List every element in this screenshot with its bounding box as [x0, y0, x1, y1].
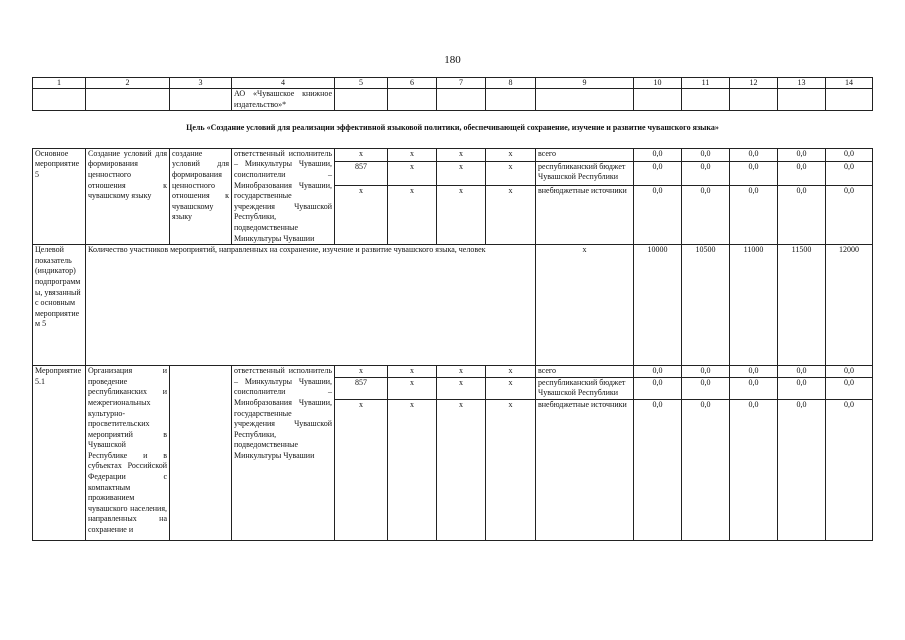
- table-cell: x: [437, 148, 486, 161]
- event-description: Создание условий для формирования ценностного отношения к чувашскому языку: [86, 148, 170, 244]
- funding-source: республиканский бюджет Чувашской Республики: [536, 377, 634, 399]
- table-cell: 0,0: [634, 148, 682, 161]
- page-number: 180: [444, 54, 461, 66]
- col-header: 1: [33, 78, 86, 89]
- table-cell: 10500: [682, 245, 730, 366]
- table-cell: 0,0: [778, 377, 826, 399]
- table-cell: x: [388, 366, 437, 378]
- table-cell: x: [388, 186, 437, 245]
- table-row: [33, 366, 873, 378]
- funding-source: всего: [536, 366, 634, 378]
- table-cell: 0,0: [682, 399, 730, 540]
- table-cell: 12000: [826, 245, 873, 366]
- funding-source: республиканский бюджет Чувашской Республики: [536, 161, 634, 186]
- table-cell: 0,0: [778, 186, 826, 245]
- table-cell: 0,0: [826, 186, 873, 245]
- table-cell: 0,0: [730, 186, 778, 245]
- event-executor: ответственный исполнитель – Минкультуры Чувашии, соисполнители – Минобразования Чувашии, государственные учреждения Чувашской Республики, подведомственные Минкультуры Чувашии: [232, 366, 335, 541]
- table-cell: x: [486, 161, 536, 186]
- col-header: 2: [86, 78, 170, 89]
- col-header: 10: [634, 78, 682, 89]
- col-header: 8: [486, 78, 536, 89]
- col-header: 6: [388, 78, 437, 89]
- table-cell: 0,0: [730, 148, 778, 161]
- table-cell: 857: [335, 377, 388, 399]
- goal-heading: Цель «Создание условий для реализации эффективной языковой политики, обеспечивающей сохранение, изучение и развитие чувашского языка»: [33, 111, 873, 149]
- col-header: 7: [437, 78, 486, 89]
- goal-row: [33, 111, 873, 149]
- table-cell: 0,0: [682, 377, 730, 399]
- table-cell: x: [335, 148, 388, 161]
- table-row: [33, 89, 873, 111]
- event-name: Основное мероприятие 5: [33, 148, 86, 244]
- event-description: Организация и проведение республиканских и межрегиональных культурно-просветительских мероприятий в Чувашской Республике и в субъектах Российской Федерации с компактным проживанием чувашского населения, направленных на сохранение и: [86, 366, 170, 541]
- table-row: [33, 148, 873, 161]
- col-header: 12: [730, 78, 778, 89]
- table-cell: 0,0: [730, 366, 778, 378]
- col-header: 3: [170, 78, 232, 89]
- table-cell: 0,0: [730, 377, 778, 399]
- table-cell: 0,0: [682, 186, 730, 245]
- table-cell: x: [486, 148, 536, 161]
- table-cell: x: [437, 366, 486, 378]
- table-cell: x: [486, 186, 536, 245]
- table-cell: 857: [335, 161, 388, 186]
- table-cell: x: [437, 399, 486, 540]
- table-cell: 10000: [634, 245, 682, 366]
- table-cell: x: [388, 161, 437, 186]
- table-cell: 0,0: [778, 399, 826, 540]
- table-cell: x: [335, 186, 388, 245]
- col-header: 11: [682, 78, 730, 89]
- col-header: 5: [335, 78, 388, 89]
- table-cell: x: [437, 377, 486, 399]
- col-header: 4: [232, 78, 335, 89]
- funding-source: внебюджетные источники: [536, 186, 634, 245]
- table-cell: 0,0: [778, 366, 826, 378]
- table-cell: x: [335, 366, 388, 378]
- event-task: создание условий для формирования ценностного отношения к чувашскому языку: [170, 148, 232, 244]
- table-cell: 0,0: [682, 366, 730, 378]
- table-cell: 0,0: [634, 366, 682, 378]
- col-header: 13: [778, 78, 826, 89]
- indicator-text: Количество участников мероприятий, направленных на сохранение, изучение и развитие чувашского языка, человек: [86, 245, 536, 366]
- table-cell: 11500: [778, 245, 826, 366]
- table-cell: x: [486, 377, 536, 399]
- col-header: 14: [826, 78, 873, 89]
- participant-cell: АО «Чувашское книжное издательство»*: [232, 89, 335, 111]
- table-cell: x: [486, 366, 536, 378]
- funding-source: внебюджетные источники: [536, 399, 634, 540]
- table-cell: 0,0: [826, 148, 873, 161]
- table-cell: 0,0: [682, 148, 730, 161]
- table-cell: x: [335, 399, 388, 540]
- table-cell: x: [388, 148, 437, 161]
- table-cell: x: [437, 186, 486, 245]
- column-number-row: [33, 78, 873, 89]
- table-cell: 0,0: [730, 161, 778, 186]
- table-cell: 0,0: [682, 161, 730, 186]
- table-cell: x: [388, 377, 437, 399]
- table-cell: x: [437, 161, 486, 186]
- table-cell: 0,0: [826, 399, 873, 540]
- table-cell: 0,0: [634, 377, 682, 399]
- funding-source: всего: [536, 148, 634, 161]
- indicator-row: [33, 245, 873, 366]
- table-cell: 0,0: [826, 377, 873, 399]
- table-cell: 0,0: [634, 161, 682, 186]
- col-header: 9: [536, 78, 634, 89]
- indicator-name: Целевой показатель (индикатор) подпрограммы, увязанный с основным мероприятием 5: [33, 245, 86, 366]
- table-cell: 0,0: [634, 399, 682, 540]
- table-cell: x: [388, 399, 437, 540]
- table-cell: x: [486, 399, 536, 540]
- table-cell: 0,0: [634, 186, 682, 245]
- table-cell: 0,0: [730, 399, 778, 540]
- table-cell: x: [536, 245, 634, 366]
- table-cell: 0,0: [826, 366, 873, 378]
- event-name: Мероприятие 5.1: [33, 366, 86, 541]
- program-table: [32, 77, 873, 541]
- table-cell: 11000: [730, 245, 778, 366]
- event-executor: ответственный исполнитель – Минкультуры Чувашии, соисполнители – Минобразования Чувашии, государственные учреждения Чувашской Республики, подведомственные Минкультуры Чувашии: [232, 148, 335, 244]
- table-cell: 0,0: [826, 161, 873, 186]
- table-cell: 0,0: [778, 148, 826, 161]
- table-cell: 0,0: [778, 161, 826, 186]
